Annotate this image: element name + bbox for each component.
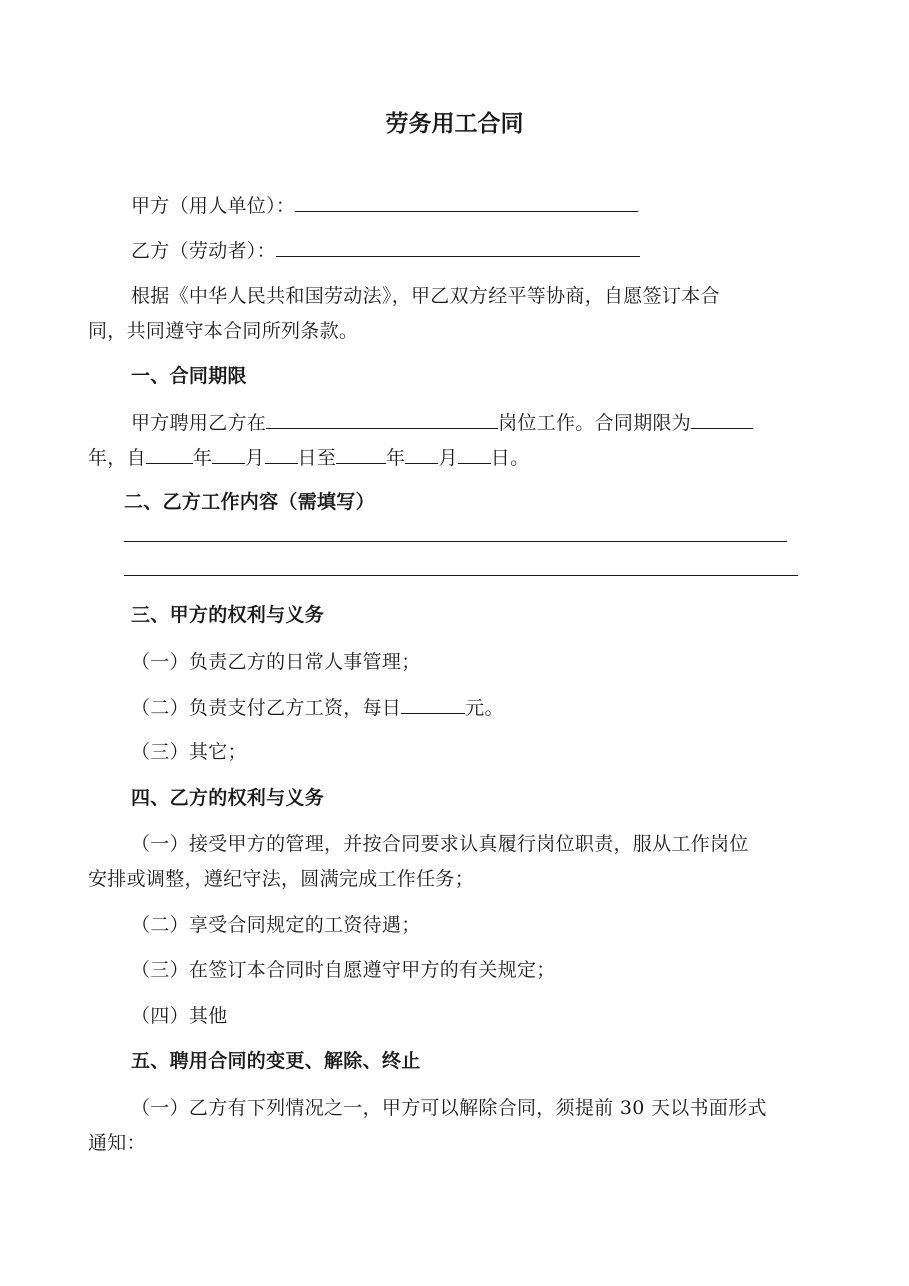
section-3-heading: 三、甲方的权利与义务 (131, 604, 325, 626)
section-1-line-1 (131, 410, 753, 435)
party-b-blank[interactable] (276, 238, 640, 257)
start-year-blank[interactable] (146, 445, 193, 464)
preamble-line-2: 同，共同遵守本合同所列条款。 (88, 320, 359, 342)
work-content-blank-1[interactable] (124, 541, 787, 542)
section-4-item-1-line-1: （一）接受甲方的管理，并按合同要求认真履行岗位职责，服从工作岗位 (131, 833, 749, 855)
month-label: 月 (438, 447, 458, 469)
position-blank[interactable] (266, 410, 498, 429)
section-4-item-2: （二）享受合同规定的工资待遇； (131, 914, 421, 936)
document-title: 劳务用工合同 (385, 111, 524, 137)
wage-text: （二）负责支付乙方工资，每日 (131, 697, 402, 719)
daily-wage-blank[interactable] (401, 695, 465, 714)
term-years-blank[interactable] (691, 410, 753, 429)
start-month-blank[interactable] (212, 445, 245, 464)
month-label: 月 (245, 447, 265, 469)
day-end-label: 日。 (490, 447, 530, 469)
section-5-item-1-line-1: （一）乙方有下列情况之一，甲方可以解除合同，须提前 30 天以书面形式 (131, 1097, 767, 1119)
end-day-blank[interactable] (458, 445, 491, 464)
party-b-label: 乙方（劳动者）： (131, 240, 276, 262)
section-5-item-1-line-2: 通知： (88, 1132, 146, 1154)
party-b-line (131, 238, 640, 263)
section-4-item-4: （四）其他 (131, 1005, 228, 1027)
section-2-heading: 二、乙方工作内容（需填写） (124, 491, 375, 513)
end-month-blank[interactable] (405, 445, 438, 464)
section-3-item-2 (131, 695, 504, 720)
start-day-blank[interactable] (265, 445, 298, 464)
party-a-line (131, 193, 638, 218)
preamble-line-1: 根据《中华人民共和国劳动法》，甲乙双方经平等协商，自愿签订本合 (131, 285, 720, 307)
section-1-heading: 一、合同期限 (131, 365, 247, 387)
day-to-label: 日至 (297, 447, 337, 469)
party-a-blank[interactable] (295, 193, 638, 212)
end-year-blank[interactable] (336, 445, 386, 464)
section-4-heading: 四、乙方的权利与义务 (131, 787, 325, 809)
section-1-text-c: 年，自 (88, 447, 146, 469)
section-1-text-b: 岗位工作。合同期限为 (498, 412, 692, 434)
section-3-item-3: （三）其它； (131, 741, 247, 763)
year-label: 年 (192, 447, 213, 469)
work-content-blank-2[interactable] (124, 575, 798, 576)
section-4-item-1-line-2: 安排或调整，遵纪守法，圆满完成工作任务； (88, 868, 475, 890)
section-3-item-1: （一）负责乙方的日常人事管理； (131, 651, 421, 673)
party-a-label: 甲方（用人单位）： (131, 195, 296, 217)
section-1-line-2 (88, 445, 529, 470)
section-1-text-a: 甲方聘用乙方在 (131, 412, 267, 434)
yuan-label: 元。 (465, 697, 504, 719)
year-label: 年 (386, 447, 406, 469)
section-5-heading: 五、聘用合同的变更、解除、终止 (131, 1050, 421, 1072)
section-4-item-3: （三）在签订本合同时自愿遵守甲方的有关规定； (131, 959, 556, 981)
